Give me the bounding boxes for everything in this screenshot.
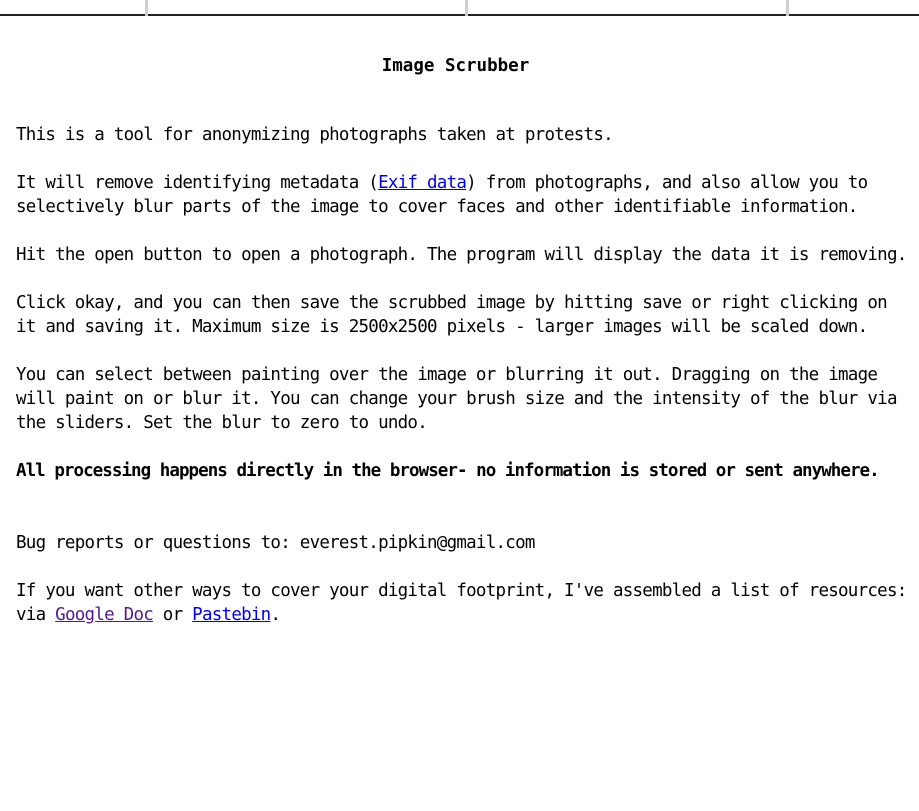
privacy-notice: All processing happens directly in the browser- no information is stored or sent anywhere.: [16, 461, 879, 481]
metadata-text-after: ) from photographs, and also allow you to selectively blur parts of the image to cover faces and other identifiable information.: [16, 173, 868, 217]
blur-info-paragraph: You can select between painting over the image or blurring it out. Dragging on the image will paint on or blur it. You can change your brush size and the intensity of the blur via the sliders. Set the blur to zero to undo.: [16, 365, 897, 433]
save-info-paragraph: Click okay, and you can then save the scrubbed image by hitting save or right clicking on it and saving it. Maximum size is 2500x2500 pixels - larger images will be scaled down.: [16, 293, 887, 337]
main-content: [16, 54, 911, 651]
metadata-text-before: It will remove identifying metadata (: [16, 173, 379, 193]
toolbar-divider: [465, 0, 468, 16]
metadata-paragraph: [16, 171, 911, 219]
toolbar-divider: [145, 0, 148, 16]
top-toolbar: [0, 0, 919, 16]
pastebin-link[interactable]: Pastebin: [192, 605, 271, 625]
resources-text-before: If you want other ways to cover your digital footprint, I've assembled a list of resources: via: [16, 581, 907, 625]
page-title: Image Scrubber: [381, 56, 530, 76]
resources-paragraph: [16, 579, 911, 627]
resources-text-after: .: [270, 605, 281, 625]
intro-paragraph: This is a tool for anonymizing photographs taken at protests.: [16, 125, 613, 145]
contact-paragraph: Bug reports or questions to: everest.pipkin@gmail.com: [16, 533, 535, 553]
exif-data-link[interactable]: Exif data: [378, 173, 467, 193]
toolbar-divider: [786, 0, 789, 16]
open-info-paragraph: Hit the open button to open a photograph. The program will display the data it is removing.: [16, 245, 907, 265]
google-doc-link[interactable]: Google Doc: [55, 605, 154, 625]
resources-text-middle: or: [153, 605, 193, 625]
